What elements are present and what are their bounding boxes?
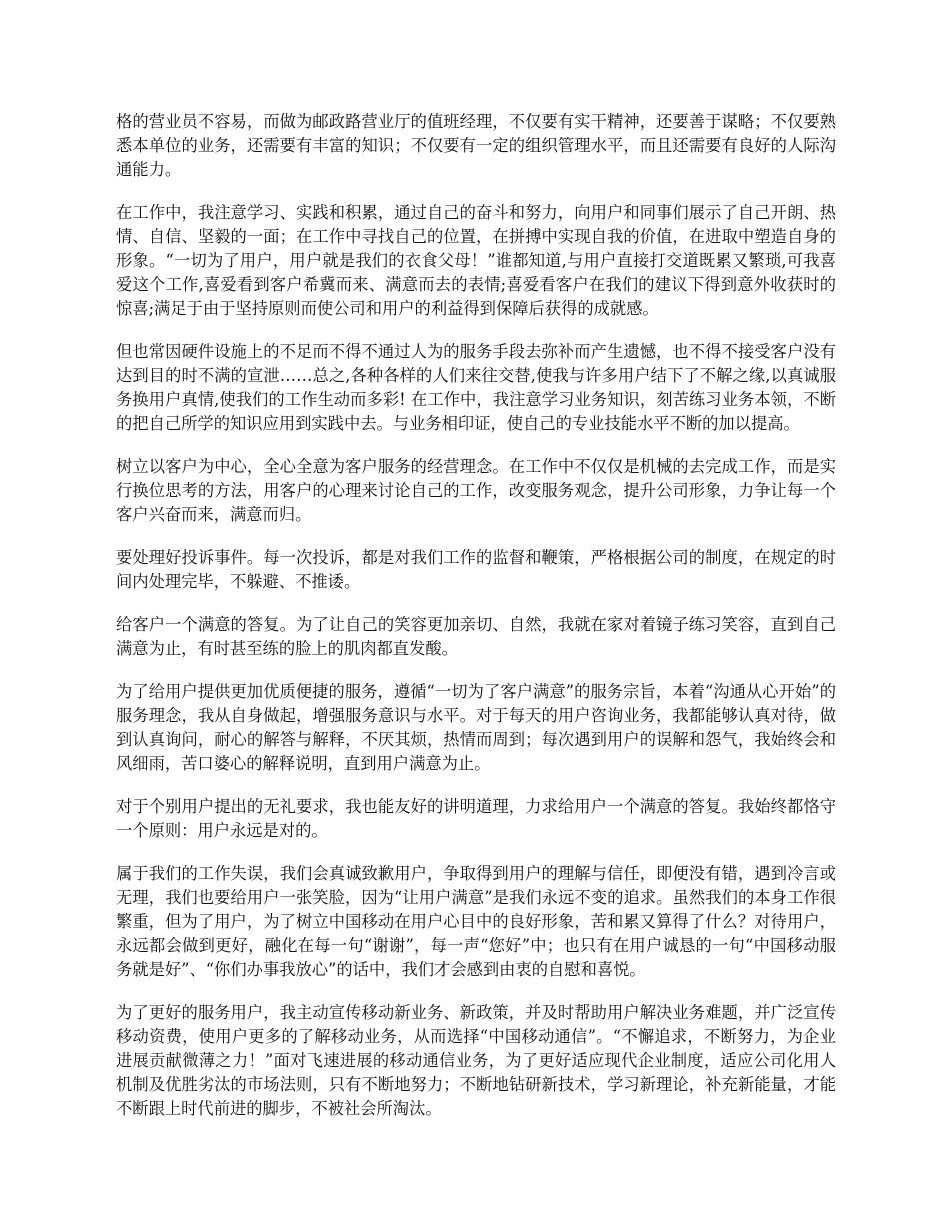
paragraph: 对于个别用户提出的无礼要求，我也能友好的讲明道理，力求给用户一个满意的答复。我始终都恪守一个原则：用户永远是对的。 [116, 797, 836, 840]
paragraph: 但也常因硬件设施上的不足而不得不通过人为的服务手段去弥补而产生遗憾，也不得不接受客户没有达到目的时不满的宣泄……总之,各种各样的人们来往交替,使我与许多用户结下了不解之缘,以真诚服务换用户真情,使我们的工作生动而多彩! 在工作中，我注意学习业务知识，刻苦练习业务本领，不断的把自己所学的知识应用到实践中去。与业务相印证，使自己的专业技能水平不断的加以提高。 [116, 342, 836, 433]
paragraph: 为了给用户提供更加优质便捷的服务，遵循“一切为了客户满意”的服务宗旨，本着“沟通从心开始”的服务理念，我从自身做起，增强服务意识与水平。对于每天的用户咨询业务，我都能够认真对待，做到认真询问，耐心的解答与解释，不厌其烦，热情而周到；每次遇到用户的误解和怨气，我始终会和风细雨，苦口婆心的解释说明，直到用户满意为止。 [116, 682, 836, 773]
paragraph: 在工作中，我注意学习、实践和积累，通过自己的奋斗和努力，向用户和同事们展示了自己开朗、热情、自信、坚毅的一面；在工作中寻找自己的位置，在拼搏中实现自我的价值，在进取中塑造自身的形象。“一切为了用户，用户就是我们的衣食父母！”谁都知道,与用户直接打交道既累又繁琐,可我喜爱这个工作,喜爱看到客户希冀而来、满意而去的表情;喜爱看客户在我们的建议下得到意外收获时的惊喜;满足于由于坚持原则而使公司和用户的利益得到保障后获得的成就感。 [116, 203, 836, 318]
paragraph: 树立以客户为中心，全心全意为客户服务的经营理念。在工作中不仅仅是机械的去完成工作，而是实行换位思考的方法，用客户的心理来讨论自己的工作，改变服务观念，提升公司形象，力争让每一个客户兴奋而来，满意而归。 [116, 457, 836, 524]
paragraph: 属于我们的工作失误，我们会真诚致歉用户，争取得到用户的理解与信任，即便没有错，遇到冷言或无理，我们也要给用户一张笑脸，因为“让用户满意”是我们永远不变的追求。虽然我们的本身工作很繁重，但为了用户，为了树立中国移动在用户心目中的良好形象，苦和累又算得了什么？对待用户，永远都会做到更好，融化在每一句“谢谢”，每一声“您好”中；也只有在用户诚恳的一句“中国移动服务就是好”、“你们办事我放心”的话中，我们才会感到由衷的自慰和喜悦。 [116, 864, 836, 979]
paragraph: 要处理好投诉事件。每一次投诉，都是对我们工作的监督和鞭策，严格根据公司的制度，在规定的时间内处理完毕，不躲避、不推诿。 [116, 548, 836, 591]
paragraph: 给客户一个满意的答复。为了让自己的笑容更加亲切、自然，我就在家对着镜子练习笑容，直到自己满意为止，有时甚至练的脸上的肌肉都直发酸。 [116, 615, 836, 658]
paragraph: 格的营业员不容易，而做为邮政路营业厅的值班经理，不仅要有实干精神，还要善于谋略；不仅要熟悉本单位的业务，还需要有丰富的知识；不仅要有一定的组织管理水平，而且还需要有良好的人际沟通能力。 [116, 112, 836, 179]
paragraph: 为了更好的服务用户，我主动宣传移动新业务、新政策，并及时帮助用户解决业务难题，并广泛宣传移动资费，使用户更多的了解移动业务，从而选择“中国移动通信”。“不懈追求，不断努力，为企业进展贡献微薄之力！”面对飞速进展的移动通信业务，为了更好适应现代企业制度，适应公司化用人机制及优胜劣汰的市场法则，只有不断地努力；不断地钻研新技术，学习新理论，补充新能量，才能不断跟上时代前进的脚步，不被社会所淘汰。 [116, 1003, 836, 1118]
